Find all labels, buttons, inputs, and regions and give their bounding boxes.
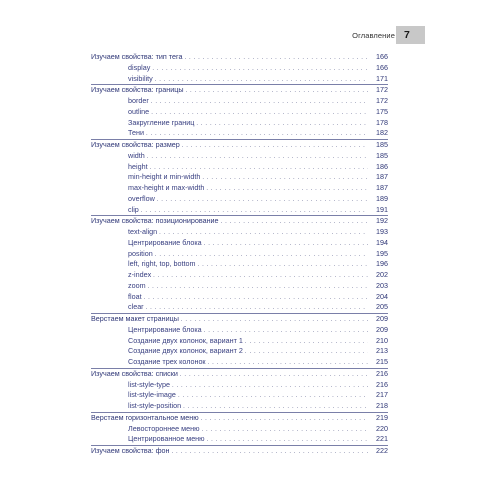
toc-section-entry[interactable] <box>91 84 388 96</box>
toc-entry-title: list-style-image <box>128 390 176 400</box>
toc-entry-title: position <box>128 248 153 258</box>
toc-entry-title: clip <box>128 204 139 214</box>
toc-subentry[interactable] <box>91 183 388 194</box>
toc-entry-page: 203 <box>376 280 388 290</box>
dot-leader <box>148 281 368 292</box>
toc-subentry[interactable] <box>91 434 388 445</box>
dot-leader <box>201 424 368 435</box>
dot-leader <box>153 270 368 281</box>
toc-subentry[interactable] <box>91 390 388 401</box>
dot-leader <box>172 380 368 391</box>
toc-entry-title: left, right, top, bottom <box>128 259 196 269</box>
toc-entry-title: z-index <box>128 270 152 279</box>
toc-subentry[interactable] <box>91 325 388 336</box>
dot-leader <box>159 227 368 238</box>
toc-entry-title: Закругление границ <box>128 117 195 127</box>
dot-leader <box>151 107 368 118</box>
dot-leader <box>141 205 368 216</box>
toc-entry-title: Изучаем свойства: списки <box>91 368 178 378</box>
toc-entry-title: Создание трех колонок <box>128 357 206 366</box>
toc-section-entry[interactable] <box>91 313 388 325</box>
dot-leader <box>144 292 368 303</box>
toc-entry-page: 202 <box>376 270 388 279</box>
dot-leader <box>207 434 368 445</box>
dot-leader <box>202 172 368 183</box>
toc-entry-title: display <box>128 62 151 72</box>
toc-subentry[interactable] <box>91 194 388 205</box>
toc-entry-page: 191 <box>376 204 388 214</box>
toc-entry-page: 216 <box>376 368 388 378</box>
toc-section-entry[interactable] <box>91 445 388 457</box>
toc-entry-title: list-style-position <box>128 401 182 410</box>
toc-subentry[interactable] <box>91 74 388 85</box>
toc-entry-title: float <box>128 291 142 301</box>
toc-entry-page: 218 <box>376 401 388 410</box>
toc-entry-page: 219 <box>376 412 388 422</box>
toc-entry-page: 187 <box>376 172 388 182</box>
toc-entry-page: 215 <box>376 357 388 366</box>
toc-entry-title: Левостороннее меню <box>128 423 200 433</box>
toc-entry-page: 172 <box>376 85 388 95</box>
toc-subentry[interactable] <box>91 424 388 435</box>
toc-entry-title: Центрирование блока <box>128 324 202 334</box>
toc-entry-page: 166 <box>376 52 388 61</box>
toc-subentry[interactable] <box>91 401 388 412</box>
toc-subentry[interactable] <box>91 118 388 129</box>
toc-entry-page: 172 <box>376 96 388 105</box>
toc-subentry[interactable] <box>91 151 388 162</box>
toc-entry-title: Изучаем свойства: фон <box>91 446 170 455</box>
toc-subentry[interactable] <box>91 380 388 391</box>
toc-entry-title: Центрированное меню <box>128 434 205 444</box>
toc-entry-title: visibility <box>128 73 153 83</box>
toc-entry-page: 209 <box>376 324 388 334</box>
toc-entry-page: 192 <box>376 216 388 226</box>
dot-leader <box>186 85 369 96</box>
toc-section-entry[interactable] <box>91 139 388 151</box>
dot-leader <box>182 140 368 151</box>
toc-entry-page: 166 <box>376 62 388 72</box>
toc-entry-page: 178 <box>376 117 388 127</box>
toc-entry-title: Изучаем свойства: границы <box>91 85 184 95</box>
toc-entry-page: 222 <box>376 446 388 455</box>
toc-entry-page: 204 <box>376 291 388 301</box>
toc-entry-title: Создание двух колонок, вариант 1 <box>128 335 243 345</box>
dot-leader <box>155 249 368 260</box>
toc-entry-page: 195 <box>376 248 388 258</box>
toc-subentry[interactable] <box>91 96 388 107</box>
toc-section-entry[interactable] <box>91 52 388 63</box>
toc-entry-title: zoom <box>128 280 146 290</box>
dot-leader <box>146 302 368 313</box>
toc-entry-page: 182 <box>376 128 388 138</box>
toc-entry-page: 216 <box>376 379 388 389</box>
toc-subentry[interactable] <box>91 238 388 249</box>
toc-entry-page: 210 <box>376 335 388 345</box>
dot-leader <box>152 63 368 74</box>
toc-entry-title: Изучаем свойства: размер <box>91 140 180 149</box>
toc-entry-title: Центрирование блока <box>128 237 202 247</box>
toc-subentry[interactable] <box>91 128 388 139</box>
toc-entry-title: Верстаем горизонтальное меню <box>91 412 199 422</box>
toc-entry-page: 189 <box>376 193 388 203</box>
toc-subentry[interactable] <box>91 292 388 303</box>
dot-leader <box>221 216 368 227</box>
dot-leader <box>147 151 368 162</box>
toc-subentry[interactable] <box>91 63 388 74</box>
toc-subentry[interactable] <box>91 227 388 238</box>
header-title: Оглавление <box>352 30 395 40</box>
toc-entry-title: Тени <box>128 128 144 138</box>
toc-subentry[interactable] <box>91 336 388 347</box>
dot-leader <box>206 183 368 194</box>
dot-leader <box>245 336 368 347</box>
dot-leader <box>245 346 368 357</box>
dot-leader <box>204 325 368 336</box>
running-header <box>352 26 425 44</box>
toc-subentry[interactable] <box>91 259 388 270</box>
toc-entry-page: 196 <box>376 259 388 269</box>
toc-entry-page: 175 <box>376 106 388 116</box>
toc-subentry[interactable] <box>91 281 388 292</box>
toc-entry-page: 221 <box>376 434 388 444</box>
toc-entry-page: 213 <box>376 346 388 356</box>
toc-entry-page: 220 <box>376 423 388 433</box>
toc-entry-page: 193 <box>376 227 388 236</box>
toc-subentry[interactable] <box>91 249 388 260</box>
toc-section-entry[interactable] <box>91 412 388 424</box>
dot-leader <box>146 128 368 139</box>
dot-leader <box>172 446 369 457</box>
toc-entry-title: outline <box>128 106 150 116</box>
toc-section-entry[interactable] <box>91 368 388 380</box>
toc-entry-page: 217 <box>376 390 388 400</box>
toc-section-entry[interactable] <box>91 215 388 227</box>
toc-subentry[interactable] <box>91 270 388 281</box>
table-of-contents <box>91 52 388 457</box>
toc-subentry[interactable] <box>91 172 388 183</box>
dot-leader <box>157 194 368 205</box>
dot-leader <box>181 314 368 325</box>
toc-entry-page: 187 <box>376 183 388 192</box>
dot-leader <box>198 259 368 270</box>
toc-entry-title: Изучаем свойства: позиционирование <box>91 216 219 226</box>
toc-entry-title: Изучаем свойства: тип тега <box>91 52 183 61</box>
toc-entry-title: width <box>128 150 145 160</box>
toc-entry-page: 186 <box>376 161 388 171</box>
dot-leader <box>208 357 368 368</box>
toc-entry-title: min-height и min-width <box>128 172 201 182</box>
toc-entry-title: clear <box>128 302 144 312</box>
dot-leader <box>180 369 368 380</box>
toc-subentry[interactable] <box>91 205 388 216</box>
toc-subentry[interactable] <box>91 162 388 173</box>
toc-entry-title: overflow <box>128 193 155 203</box>
dot-leader <box>196 118 368 129</box>
header-page-number: 7 <box>401 26 425 44</box>
toc-subentry[interactable] <box>91 357 388 368</box>
toc-entry-title: list-style-type <box>128 379 170 389</box>
toc-entry-page: 194 <box>376 237 388 247</box>
dot-leader <box>155 74 368 85</box>
toc-entry-title: border <box>128 96 149 105</box>
toc-entry-title: text-align <box>128 227 158 236</box>
toc-entry-page: 209 <box>376 314 388 323</box>
toc-entry-page: 185 <box>376 140 388 149</box>
dot-leader <box>151 96 368 107</box>
dot-leader <box>201 413 368 424</box>
toc-entry-title: Создание двух колонок, вариант 2 <box>128 346 243 356</box>
dot-leader <box>150 162 368 173</box>
toc-entry-page: 171 <box>376 73 388 83</box>
toc-subentry[interactable] <box>91 107 388 118</box>
toc-entry-page: 185 <box>376 150 388 160</box>
dot-leader <box>183 401 368 412</box>
dot-leader <box>184 52 368 63</box>
toc-subentry[interactable] <box>91 302 388 313</box>
toc-entry-title: max-height и max-width <box>128 183 205 192</box>
toc-entry-page: 205 <box>376 302 388 312</box>
toc-entry-title: height <box>128 161 148 171</box>
toc-entry-title: Верстаем макет страницы <box>91 314 179 323</box>
toc-subentry[interactable] <box>91 346 388 357</box>
dot-leader <box>204 238 368 249</box>
dot-leader <box>178 390 368 401</box>
